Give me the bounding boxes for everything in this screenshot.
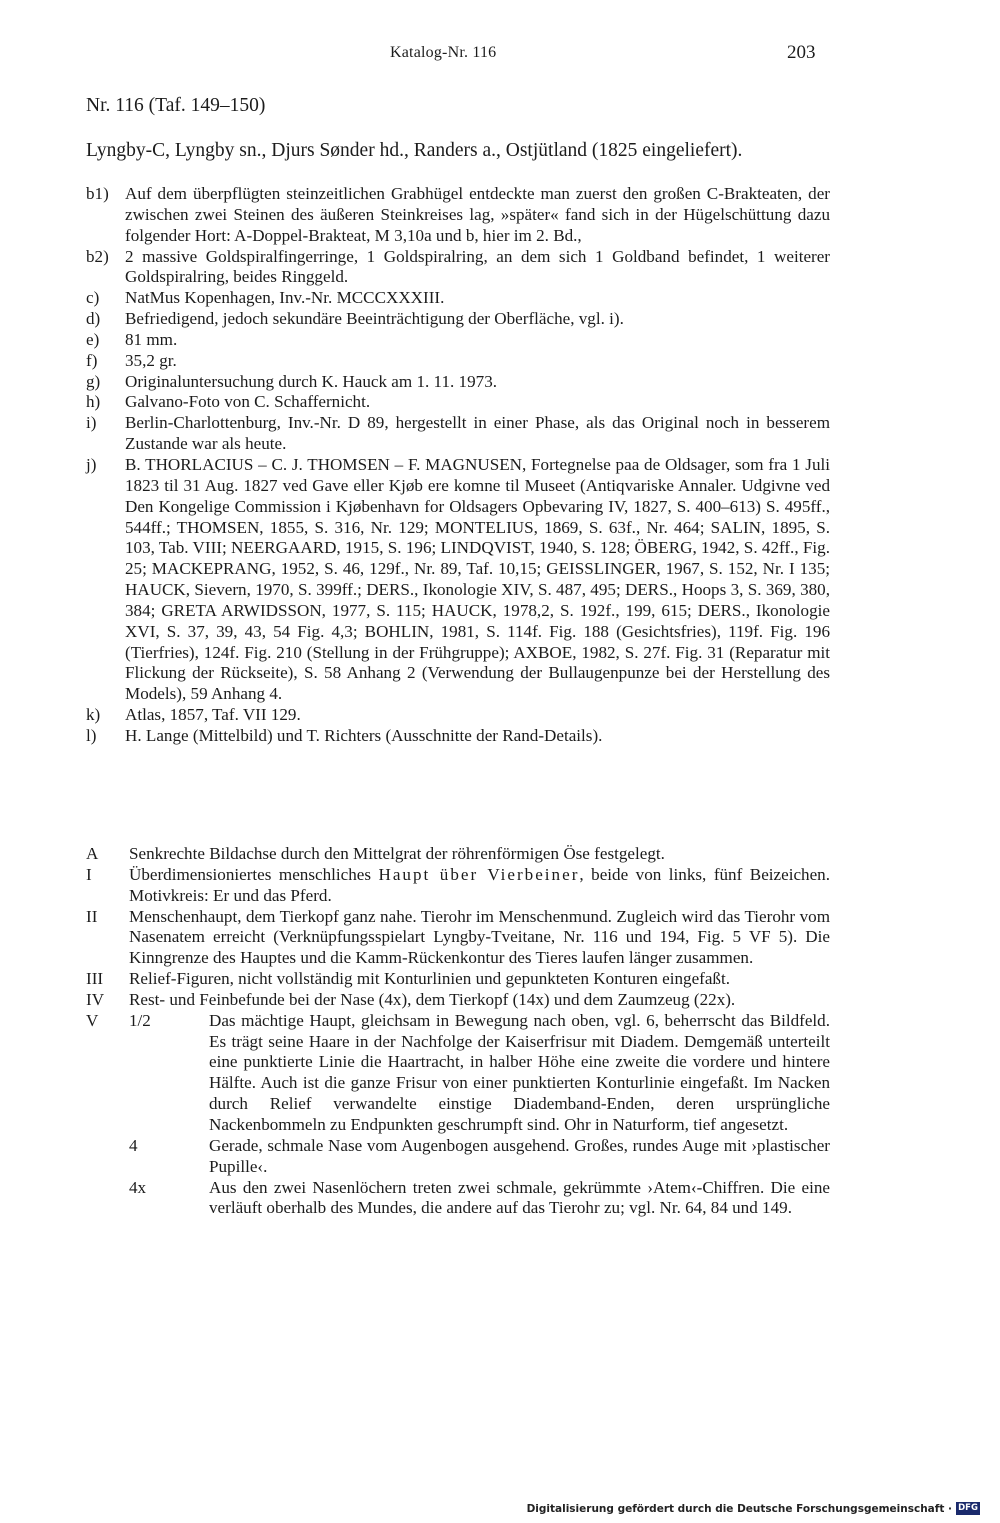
catalog-text: Galvano-Foto von C. Schaffernicht.: [125, 392, 371, 412]
motif-row-iii: [86, 969, 830, 990]
catalog-key: j): [86, 454, 97, 474]
motif-text-part: , beide von links, fünf Beizeichen. Motivkreis: Er und das Pferd.: [129, 864, 830, 905]
catalog-text: H. Lange (Mittelbild) und T. Richters (Ausschnitte der Rand-Details).: [125, 725, 603, 745]
motif-text: Senkrechte Bildachse durch den Mittelgrat der röhrenförmigen Öse festgelegt.: [129, 844, 665, 863]
motif-subkey: 4x: [129, 1177, 147, 1197]
running-title: Katalog-Nr. 116: [390, 44, 497, 61]
catalog-text: Auf dem überpflügten steinzeitlichen Grabhügel entdeckte man zuerst den großen C-Brakteaten, der zwischen zwei Steinen des äußeren Steinkreises lag, »später« fand sich in der Hügelschüttung dazu folgender Hort: A-Doppel-Brakteat, M 3,10a und b, hier im 2. Bd.,: [125, 184, 830, 245]
catalog-key: h): [86, 392, 101, 412]
catalog-key: l): [86, 725, 97, 745]
motif-text-part: Überdimensioniertes menschliches: [129, 864, 371, 884]
catalog-key: g): [86, 371, 101, 391]
catalog-key: d): [86, 309, 101, 329]
motif-subtext: Das mächtige Haupt, gleichsam in Bewegung nach oben, vgl. 6, beherrscht das Bildfeld. Es trägt seine Haare in der Nachfolge der Kaiserfrisur mit Diadem. Demgemäß unterteilt eine punktierte Linie die Haartracht, in halber Höhe eine zweite die vordere und hintere Hälfte. Auch ist die ganze Frisur von einer punktierten Konturlinie eingefaßt. Im Nacken durch Relief verwandelte einstige Diademband-Enden, deren ursprüngliche Nackenbommeln zu Endpunkten geschrumpft sind. Ohr in Naturform, tief angesetzt.: [209, 1010, 830, 1134]
motif-key: IV: [86, 989, 105, 1009]
catalog-text: Originaluntersuchung durch K. Hauck am 1. 11. 1973.: [125, 371, 498, 391]
catalog-item-j: [86, 455, 830, 705]
find-location: Lyngby-C, Lyngby sn., Djurs Sønder hd., Randers a., Ostjütland (1825 eingeliefert).: [86, 140, 743, 161]
catalog-text: Atlas, 1857, Taf. VII 129.: [125, 705, 301, 725]
catalog-key: f): [86, 350, 98, 370]
catalog-text: NatMus Kopenhagen, Inv.-Nr. MCCCXXXIII.: [125, 288, 445, 308]
motif-text: [129, 865, 830, 907]
dfg-logo-icon: DFG: [956, 1502, 980, 1515]
catalog-item-h: [86, 392, 830, 413]
catalog-item-e: [86, 330, 830, 351]
catalog-list: [86, 184, 830, 747]
catalog-item-i: [86, 413, 830, 455]
motif-text: Rest- und Feinbefunde bei der Nase (4x), dem Tierkopf (14x) und dem Zaumzeug (22x).: [129, 989, 736, 1009]
catalog-item-d: [86, 309, 830, 330]
motif-row-ii: [86, 907, 830, 970]
catalog-key: b2): [86, 246, 109, 266]
motif-key: II: [86, 906, 98, 926]
motif-text: Menschenhaupt, dem Tierkopf ganz nahe. Tierohr im Menschenmund. Zugleich wird das Tierohr vom Nasenatem erreicht (Verknüpfungsspielart Lyngby-Tveitane, Nr. 116 und 194, Fig. 5 VF 5). Die Kinngrenze des Hauptes und die Kamm-Rückenkontur des Tieres laufen länger zusammen.: [129, 906, 830, 968]
motif-spaced-text: Haupt über Vierbeiner: [378, 864, 580, 884]
motif-row-a: [86, 844, 830, 865]
entry-title: Nr. 116 (Taf. 149–150): [86, 95, 266, 116]
catalog-item-b1: [86, 184, 830, 247]
catalog-text: 2 massive Goldspiralfingerringe, 1 Goldspiralring, an dem sich 1 Goldband befindet, 1 weiterer Goldspiralring, beides Ringgeld.: [125, 246, 830, 287]
catalog-key: i): [86, 413, 97, 433]
catalog-item-k: [86, 705, 830, 726]
motif-subitem: [129, 1178, 830, 1220]
catalog-item-l: [86, 726, 830, 747]
motif-key: I: [86, 864, 92, 884]
motif-subitems: [129, 1011, 830, 1219]
credit-text: Digitalisierung gefördert durch die Deutsche Forschungsgemeinschaft ·: [526, 1502, 952, 1515]
motif-subkey: 1/2: [129, 1010, 151, 1030]
motif-text: Relief-Figuren, nicht vollständig mit Konturlinien und gepunkteten Konturen eingefaßt.: [129, 969, 731, 989]
catalog-key: k): [86, 705, 101, 725]
catalog-text: 35,2 gr.: [125, 350, 177, 370]
motif-subitem: [129, 1136, 830, 1178]
catalog-text: 81 mm.: [125, 329, 178, 349]
motif-subkey: 4: [129, 1135, 138, 1155]
catalog-item-f: [86, 351, 830, 372]
running-head: [0, 44, 1000, 70]
catalog-text: Befriedigend, jedoch sekundäre Beeinträchtigung der Oberfläche, vgl. i).: [125, 309, 624, 329]
catalog-text: B. THORLACIUS – C. J. THOMSEN – F. MAGNUSEN, Fortegnelse paa de Oldsager, som fra 1 Juli 1823 til 31 Aug. 1827 ved Gave eller Kjøb ere komne til Museet (Antiqvariske Annaler. Udgivne ved Den Kongelige Commission i Kjøbenhavn for Oldsagers Opbevaring IV, 1827, S. 400–613) S. 495ff., 544ff.; THOMSEN, 1855, S. 316, Nr. 129; MONTELIUS, 1869, S. 63f., Nr. 464; SALIN, 1895, S. 103, Tab. VIII; NEERGAARD, 1915, S. 196; LINDQVIST, 1940, S. 128; ÖBERG, 1942, S. 42ff., Fig. 25; MACKEPRANG, 1952, S. 46, 129f., Nr. 89, Taf. 10,15; GEISSLINGER, 1967, S. 152, Nr. I 135; HAUCK, Sievern, 1970, S. 399ff.; DERS., Ikonologie XIV, S. 487, 495; DERS., Hoops 3, S. 369, 380, 384; GRETA ARWIDSSON, 1977, S. 115; HAUCK, 1978,2, S. 192f., 199, 615; DERS., Ikonologie XVI, S. 37, 39, 43, 54 Fig. 4,3; BOHLIN, 1981, S. 114f. Fig. 188 (Gesichtsfries), 119f. Fig. 196 (Tierfries), 124f. Fig. 210 (Stellung in der Frühgruppe); AXBOE, 1982, S. 27f. Fig. 31 (Reparatur mit Flickung der Rückseite), S. 58 Anhang 2 (Verwendung der Bullaugenpunze bei der Herstellung des Models), 59 Anhang 4.: [125, 454, 830, 704]
catalog-key: e): [86, 329, 100, 349]
motif-row-iv: [86, 990, 830, 1011]
motif-description: [86, 844, 830, 1219]
motif-subitem: [129, 1011, 830, 1136]
page-number: 203: [787, 42, 816, 63]
catalog-item-b2: [86, 247, 830, 289]
catalog-text: Berlin-Charlottenburg, Inv.-Nr. D 89, hergestellt in einer Phase, als das Original noch in besserem Zustande war als heute.: [125, 413, 830, 454]
motif-row-v: [86, 1011, 830, 1219]
catalog-key: b1): [86, 184, 109, 203]
motif-key: A: [86, 844, 99, 863]
catalog-item-c: [86, 288, 830, 309]
motif-subtext: Gerade, schmale Nase vom Augenbogen ausgehend. Großes, rundes Auge mit ›plastischer Pupille‹.: [209, 1135, 830, 1176]
catalog-key: c): [86, 288, 100, 308]
motif-subtext: Aus den zwei Nasenlöchern treten zwei schmale, gekrümmte ›Atem‹-Chiffren. Die eine verläuft oberhalb des Mundes, die andere auf das Tierohr zu; vgl. Nr. 64, 84 und 149.: [209, 1177, 830, 1218]
motif-row-i: [86, 865, 830, 907]
digitization-credit: [527, 1502, 980, 1515]
motif-key: III: [86, 969, 104, 989]
catalog-item-g: [86, 372, 830, 393]
motif-key: V: [86, 1010, 99, 1030]
